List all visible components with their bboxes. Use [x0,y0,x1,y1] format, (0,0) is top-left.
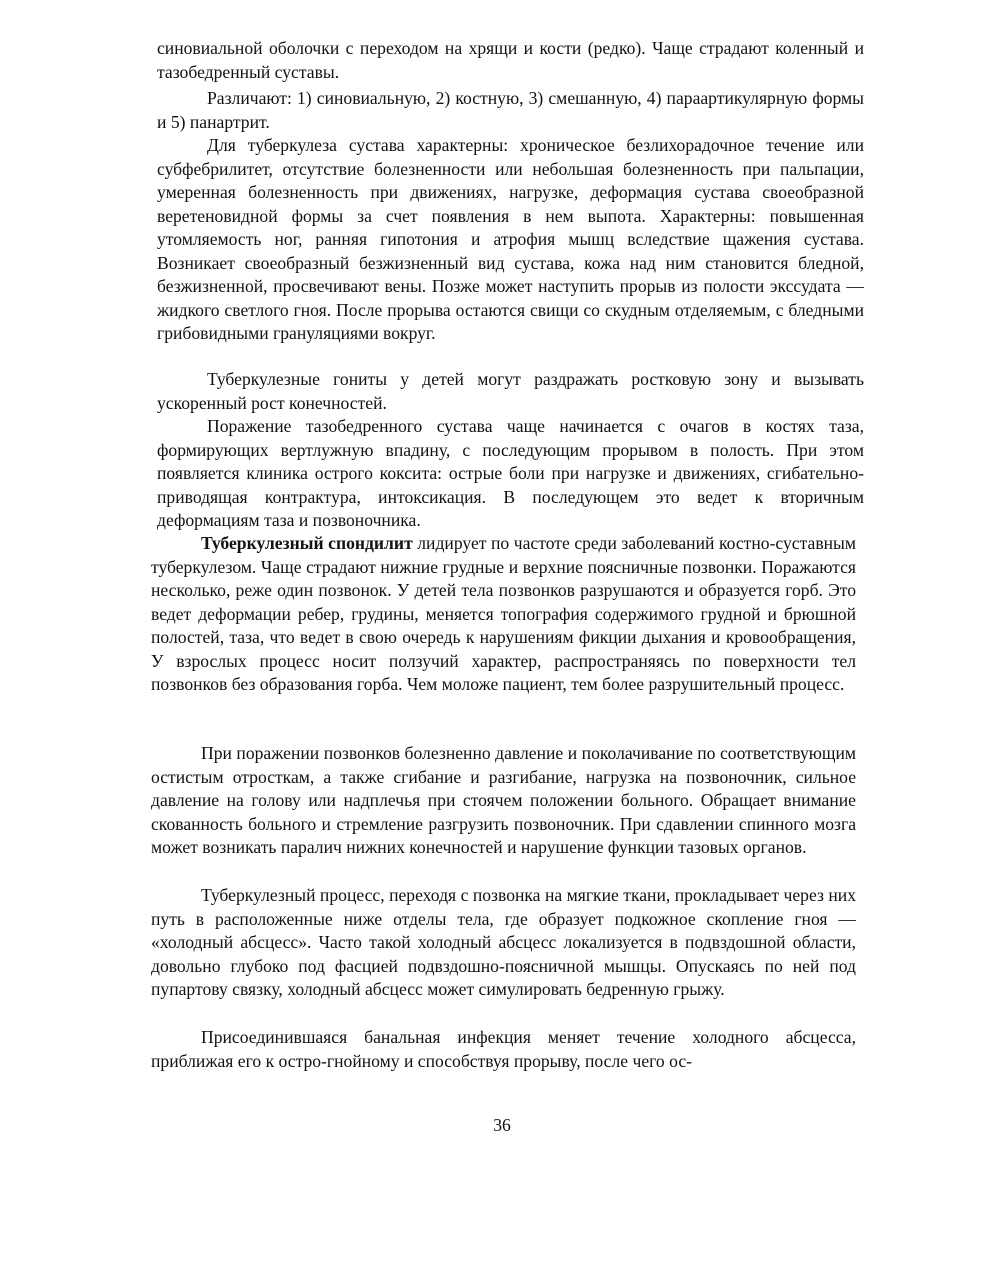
heading-tuberculous-spondylitis: Туберкулезный спондилит [201,533,413,553]
paragraph-3: Для туберкулеза сустава характерны: хроническое безлихорадочное течение или субфебрилитет, отсутствие болезненности или небольшая болезненность при пальпации, умеренная болезненность при движениях, нагрузке, деформация сустава своеобразной веретеновидной формы за счет появления в нем выпота. Характерны: повышенная утомляемость ног, ранняя гипотония и атрофия мышц вследствие щажения сустава. Возникает своеобразный безжизненный вид сустава, кожа над ним становится бледной, безжизненной, просвечивают вены. Позже может наступить прорыв из полости экссудата — жидкого светлого гноя. После прорыва остаются свищи со скудным отделяемым, с бледными грибовидными грануляциями вокруг. [157,135,864,343]
paragraph-5: Поражение тазобедренного сустава чаще начинается с очагов в костях таза, формирующих вертлужную впадину, с последующим прорывом в полость. При этом появляется клиника острого коксита: острые боли при нагрузке и движениях, сгибательно-приводящая контрактура, интоксикация. В последующем это ведет к вторичным деформациям таза и позвоночника. [157,416,864,530]
paragraph-7: При поражении позвонков болезненно давление и поколачивание по соответствующим остистым отросткам, а также сгибание и разгибание, нагрузка на позвоночник, сильное давление на голову или надплечья при стоячем положении больного. Обращает внимание скованность больного и стремление разгрузить позвоночник. При сдавлении спинного мозга может возникать паралич нижних конечностей и нарушение функции тазовых органов. [151,743,856,857]
paragraph-8: Туберкулезный процесс, переходя с позвонка на мягкие ткани, прокладывает через них путь в расположенные ниже отделы тела, где образует подкожное скопление гноя — «холодный абсцесс». Часто такой холодный абсцесс локализуется в подвздошной области, довольно глубоко под фасцией подвздошно-поясничной мышцы. Опускаясь по ней под пупартову связку, холодный абсцесс может симулировать бедренную грыжу. [151,885,856,999]
paragraph-1: синовиальной оболочки с переходом на хрящи и кости (редко). Чаще страдают коленный и тазобедренный суставы. [157,38,864,82]
paragraph-2: Различают: 1) синовиальную, 2) костную, 3) смешанную, 4) параартикулярную формы и 5) панартрит. [157,88,864,132]
page-number: 36 [493,1115,511,1135]
paragraph-6-text: лидирует по частоте среди заболеваний костно-суставным туберкулезом. Чаще страдают нижние грудные и верхние поясничные позвонки. Поражаются несколько, реже один позвонок. У детей тела позвонков разрушаются и образуется горб. Это ведет деформации ребер, грудины, меняется топография содержимого грудной и брюшной полостей, таза, что ведет в свою очередь к нарушениям фикции дыхания и кровообращения, У взрослых процесс носит ползучий характер, распространяясь по поверхности тел позвонков без образования горба. Чем моложе пациент, тем более разрушительный процесс. [151,533,856,694]
paragraph-6 [151,532,856,697]
paragraph-9: Присоединившаяся банальная инфекция меняет течение холодного абсцесса, приближая его к остро-гнойному и способствуя прорыву, после чего ос- [151,1027,856,1071]
paragraph-4: Туберкулезные гониты у детей могут раздражать ростковую зону и вызывать ускоренный рост конечностей. [157,369,864,413]
